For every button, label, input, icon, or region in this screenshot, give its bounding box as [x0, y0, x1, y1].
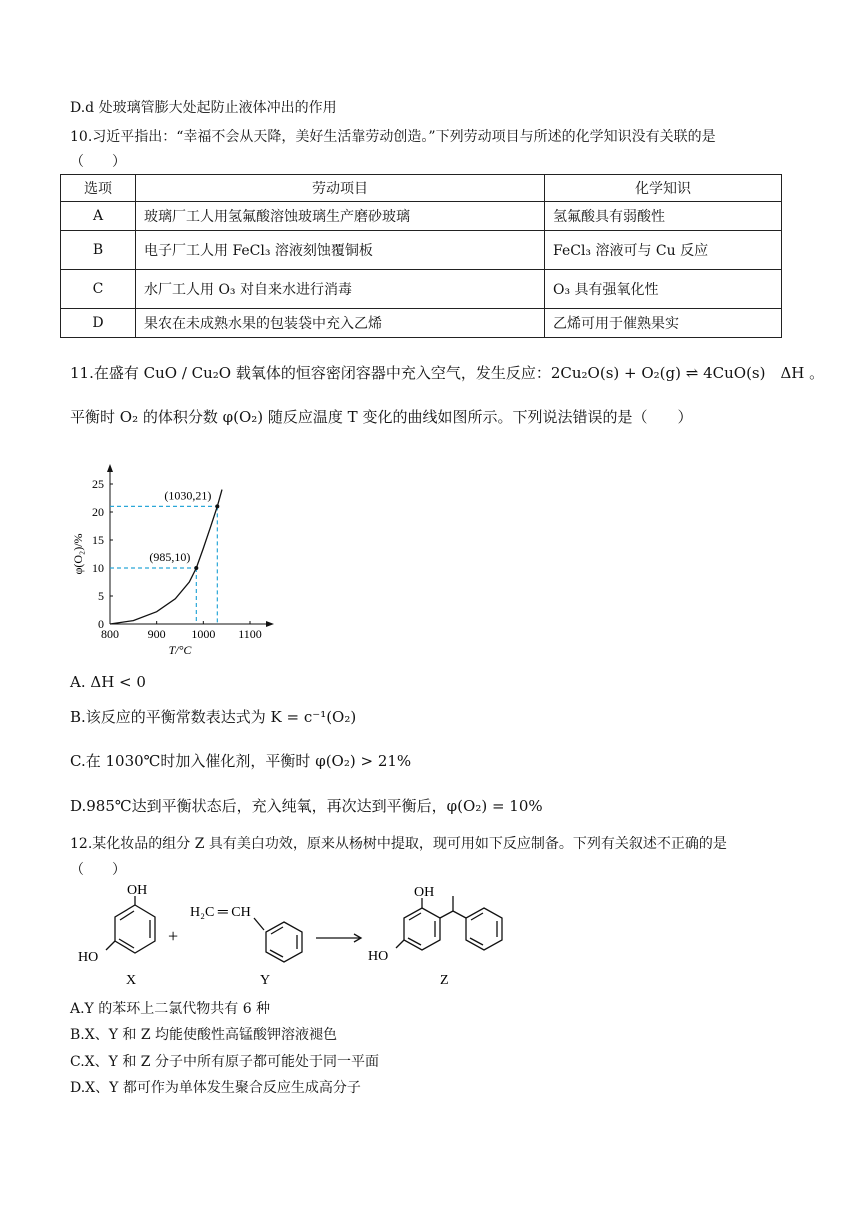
data-point: [215, 504, 219, 508]
row-project: 水厂工人用 O₃ 对自来水进行消毒: [136, 270, 545, 309]
row-project: 果农在未成熟水果的包装袋中充入乙烯: [136, 309, 545, 338]
header-knowledge: 化学知识: [545, 175, 782, 202]
q11-option-b: B.该反应的平衡常数表达式为 K = c⁻¹(O₂): [70, 708, 357, 726]
y-tick-label: 0: [98, 617, 104, 631]
q11-stem-line1: 11.在盛有 CuO / Cu₂O 载氧体的恒容密闭容器中充入空气，发生反应：2Cu₂O(s) + O₂(g) ⇌ 4CuO(s) ΔH 。: [70, 364, 825, 382]
row-option: B: [61, 231, 136, 270]
row-knowledge: 氢氟酸具有弱酸性: [545, 202, 782, 231]
q12-stem-line2: （ ）: [70, 862, 126, 878]
q10-stem-line1: 10.习近平指出：“幸福不会从天降，美好生活靠劳动创造。”下列劳动项目与所述的化学知识没有关联的是: [70, 129, 716, 145]
z-label: Z: [440, 973, 449, 988]
point-annotation: (985,10): [149, 550, 191, 564]
q12-option-c: C.X、Y 和 Z 分子中所有原子都可能处于同一平面: [70, 1054, 379, 1070]
table-row: [61, 270, 782, 309]
phi-o2-temperature-chart: [70, 460, 280, 660]
q12-option-d: D.X、Y 都可作为单体发生聚合反应生成高分子: [70, 1080, 361, 1096]
q12-option-a: A.Y 的苯环上二氯代物共有 6 种: [70, 1001, 271, 1017]
x-tick-label: 1000: [191, 627, 216, 641]
x-tick-label: 1100: [238, 627, 262, 641]
x-axis-arrow: [266, 621, 274, 627]
q12-stem-line1: 12.某化妆品的组分 Z 具有美白功效，原来从杨树中提取，现可用如下反应制备。下列有关叙述不正确的是: [70, 836, 727, 852]
molecule-x: [106, 896, 155, 953]
table-header-row: [61, 175, 782, 202]
row-option: C: [61, 270, 136, 309]
q11-stem-line2: 平衡时 O₂ 的体积分数 φ(O₂) 随反应温度 T 变化的曲线如图所示。下列说法错误的是（ ）: [70, 408, 693, 426]
q10-stem-line2: （ ）: [70, 154, 126, 170]
plus-sign: +: [168, 926, 179, 946]
q11-option-d: D.985℃达到平衡状态后，充入纯氧，再次达到平衡后，φ(O₂) = 10%: [70, 797, 543, 815]
q11-option-c: C.在 1030℃时加入催化剂，平衡时 φ(O₂) > 21%: [70, 752, 412, 770]
row-option: D: [61, 309, 136, 338]
row-knowledge: FeCl₃ 溶液可与 Cu 反应: [545, 231, 782, 270]
row-knowledge: 乙烯可用于催熟果实: [545, 309, 782, 338]
row-knowledge: O₃ 具有强氧化性: [545, 270, 782, 309]
y-tick-label: 25: [92, 477, 104, 491]
table-row: [61, 202, 782, 231]
reaction-scheme: [70, 880, 520, 995]
z-ho-label: HO: [368, 949, 389, 964]
x-tick-label: 900: [147, 627, 166, 641]
y-label: Y: [260, 973, 271, 988]
row-option: A: [61, 202, 136, 231]
molecule-z: [396, 896, 502, 950]
q9-option-d: D.d 处玻璃管膨大处起防止液体冲出的作用: [70, 100, 337, 116]
x-label: X: [126, 973, 137, 988]
y-tick-label: 15: [92, 533, 104, 547]
row-project: 电子厂工人用 FeCl₃ 溶液刻蚀覆铜板: [136, 231, 545, 270]
q12-option-b: B.X、Y 和 Z 均能使酸性高锰酸钾溶液褪色: [70, 1027, 338, 1043]
table-row: [61, 231, 782, 270]
reaction-arrow: [316, 934, 361, 942]
row-project: 玻璃厂工人用氢氟酸溶蚀玻璃生产磨砂玻璃: [136, 202, 545, 231]
z-oh-label: OH: [414, 885, 435, 900]
data-point: [194, 566, 198, 570]
x-axis-label: T/°C: [168, 643, 192, 657]
x-oh-label: OH: [127, 883, 148, 898]
x-ho-label: HO: [78, 950, 99, 965]
header-project: 劳动项目: [136, 175, 545, 202]
molecule-y: [254, 918, 302, 962]
y-axis-label: φ(O₂)/%: [71, 533, 85, 575]
y-tick-label: 10: [92, 561, 104, 575]
y-axis-arrow: [107, 464, 113, 472]
table-row: [61, 309, 782, 338]
y-vinyl-label: H₂C ═ CH: [190, 905, 251, 920]
point-annotation: (1030,21): [164, 488, 212, 503]
x-tick-label: 800: [101, 627, 119, 641]
q11-option-a: A. ΔH < 0: [70, 673, 146, 691]
header-option: 选项: [61, 175, 136, 202]
y-tick-label: 5: [98, 589, 104, 603]
y-tick-label: 20: [92, 505, 104, 519]
q10-table: [60, 174, 782, 338]
